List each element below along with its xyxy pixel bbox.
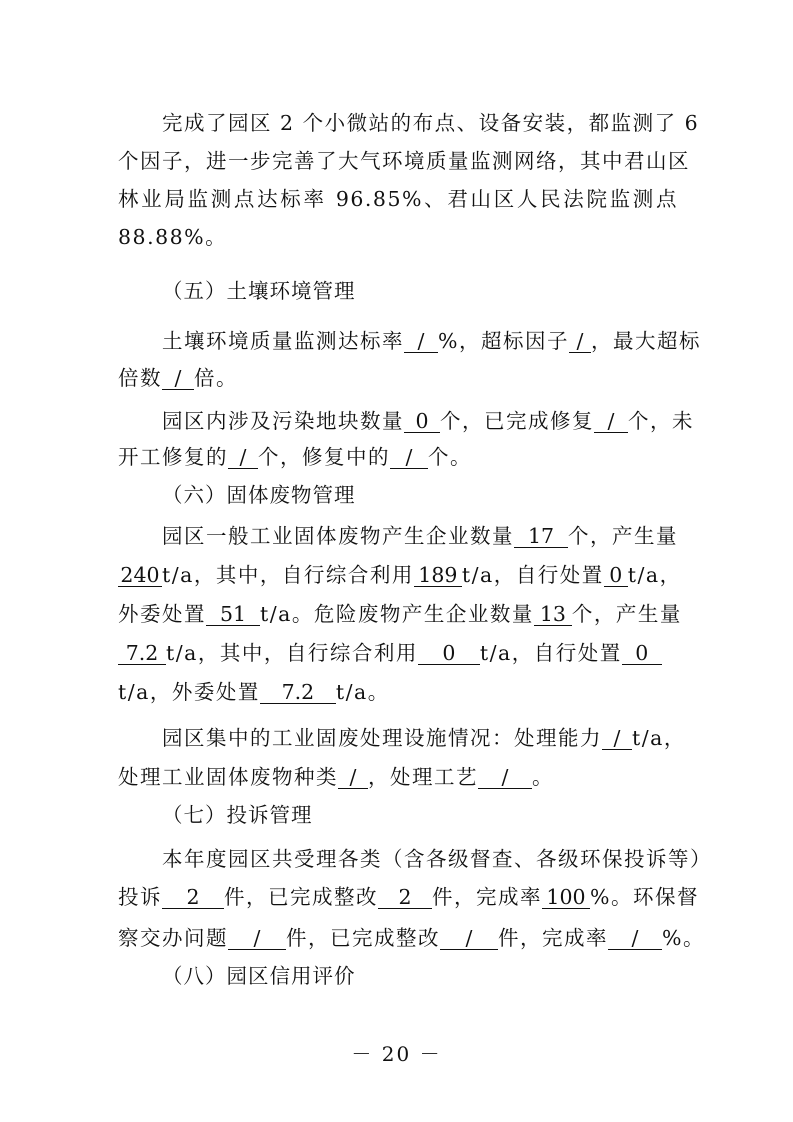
waste-line-1 xyxy=(162,522,678,550)
blank-value: / xyxy=(440,927,498,950)
text: 个。 xyxy=(428,445,472,469)
blank-value: 0 xyxy=(604,564,628,587)
blank-value: / xyxy=(228,446,258,469)
soil-line-2 xyxy=(118,364,678,392)
para-air-line-4: 88.88%。 xyxy=(118,225,228,249)
blank-value: / xyxy=(404,330,438,353)
blank-value: / xyxy=(338,766,368,789)
text: %。 xyxy=(662,926,705,950)
blank-value: 2 xyxy=(378,886,432,909)
blank-value: 13 xyxy=(534,603,572,626)
text: 园区内涉及污染地块数量 xyxy=(162,409,404,433)
text: t/a，自行处置 xyxy=(479,641,622,665)
blank-value: 240 xyxy=(118,564,162,587)
text: %。环保督 xyxy=(590,885,699,909)
waste-line-5 xyxy=(118,678,678,706)
complaint-line-1: 本年度园区共受理各类（含各级督查、各级环保投诉等） xyxy=(162,847,712,871)
text: t/a，其中，自行综合利用 xyxy=(162,563,414,587)
text: 倍。 xyxy=(194,366,238,390)
waste-line-2 xyxy=(118,561,682,589)
waste-line-3 xyxy=(118,600,682,628)
soil-line-4 xyxy=(118,443,678,471)
blank-value: / xyxy=(478,766,532,789)
para-air-line-2: 个因子，进一步完善了大气环境质量监测网络，其中君山区 xyxy=(118,149,690,173)
text: 察交办问题 xyxy=(118,926,228,950)
text: ，处理工艺 xyxy=(368,765,478,789)
waste-line-4 xyxy=(118,639,678,667)
blank-value: 0 xyxy=(418,642,480,665)
text: t/a，其中，自行综合利用 xyxy=(166,641,418,665)
blank-value: 100 xyxy=(542,886,590,909)
blank-value: / xyxy=(608,927,662,950)
blank-value: / xyxy=(228,927,286,950)
text: 园区一般工业固体废物产生企业数量 xyxy=(162,524,514,548)
text: 个，修复中的 xyxy=(258,445,390,469)
text: t/a。 xyxy=(335,680,390,704)
text: 开工修复的 xyxy=(118,445,228,469)
section-8-heading: （八）园区信用评价 xyxy=(162,964,356,988)
text: t/a， xyxy=(627,563,682,587)
blank-value: 7.2 xyxy=(260,681,336,704)
page-number: － 20 － xyxy=(351,1042,442,1066)
para-air-line-1: 完成了园区 2 个小微站的布点、设备安装，都监测了 6 xyxy=(162,111,700,135)
blank-value: / xyxy=(594,410,628,433)
blank-value: 189 xyxy=(414,564,462,587)
text: 件，已完成整改 xyxy=(286,926,440,950)
section-7-heading: （七）投诉管理 xyxy=(162,803,313,827)
text: 个，已完成修复 xyxy=(440,409,594,433)
blank-value: / xyxy=(390,446,428,469)
waste-line-7 xyxy=(118,763,678,791)
blank-value: / xyxy=(162,367,194,390)
blank-value: 51 xyxy=(206,603,260,626)
text: t/a，外委处置 xyxy=(118,680,260,704)
text: t/a。危险废物产生企业数量 xyxy=(260,602,534,626)
text: ，最大超标 xyxy=(590,329,701,353)
text: 件，完成率 xyxy=(432,885,542,909)
text: 件，已完成整改 xyxy=(224,885,378,909)
blank-value: / xyxy=(569,330,591,353)
text: 园区集中的工业固废处理设施情况：处理能力 xyxy=(162,726,602,750)
soil-line-1 xyxy=(162,327,701,355)
soil-line-3 xyxy=(162,407,694,435)
blank-value: 2 xyxy=(162,886,224,909)
blank-value: 0 xyxy=(622,642,662,665)
complaint-line-3 xyxy=(118,924,705,952)
blank-value: 7.2 xyxy=(118,642,166,665)
text: 处理工业固体废物种类 xyxy=(118,765,338,789)
para-air-line-3: 林业局监测点达标率 96.85%、君山区人民法院监测点 xyxy=(118,187,678,211)
text: 个，未 xyxy=(628,409,694,433)
complaint-line-2 xyxy=(118,883,699,911)
text: 倍数 xyxy=(118,366,162,390)
text: t/a，自行处置 xyxy=(461,563,604,587)
text: 外委处置 xyxy=(118,602,206,626)
waste-line-6 xyxy=(162,724,686,752)
blank-value: 17 xyxy=(514,525,568,548)
text: 。 xyxy=(532,765,554,789)
section-6-heading: （六）固体废物管理 xyxy=(162,483,356,507)
text: 个，产生量 xyxy=(571,602,682,626)
text: 个，产生量 xyxy=(568,524,678,548)
text: %，超标因子 xyxy=(438,329,569,353)
blank-value: 0 xyxy=(404,410,440,433)
text: 土壤环境质量监测达标率 xyxy=(162,329,404,353)
blank-value: / xyxy=(602,727,632,750)
text: 件，完成率 xyxy=(498,926,608,950)
text: 投诉 xyxy=(118,885,162,909)
text: t/a， xyxy=(632,726,686,750)
section-5-heading: （五）土壤环境管理 xyxy=(162,279,356,303)
